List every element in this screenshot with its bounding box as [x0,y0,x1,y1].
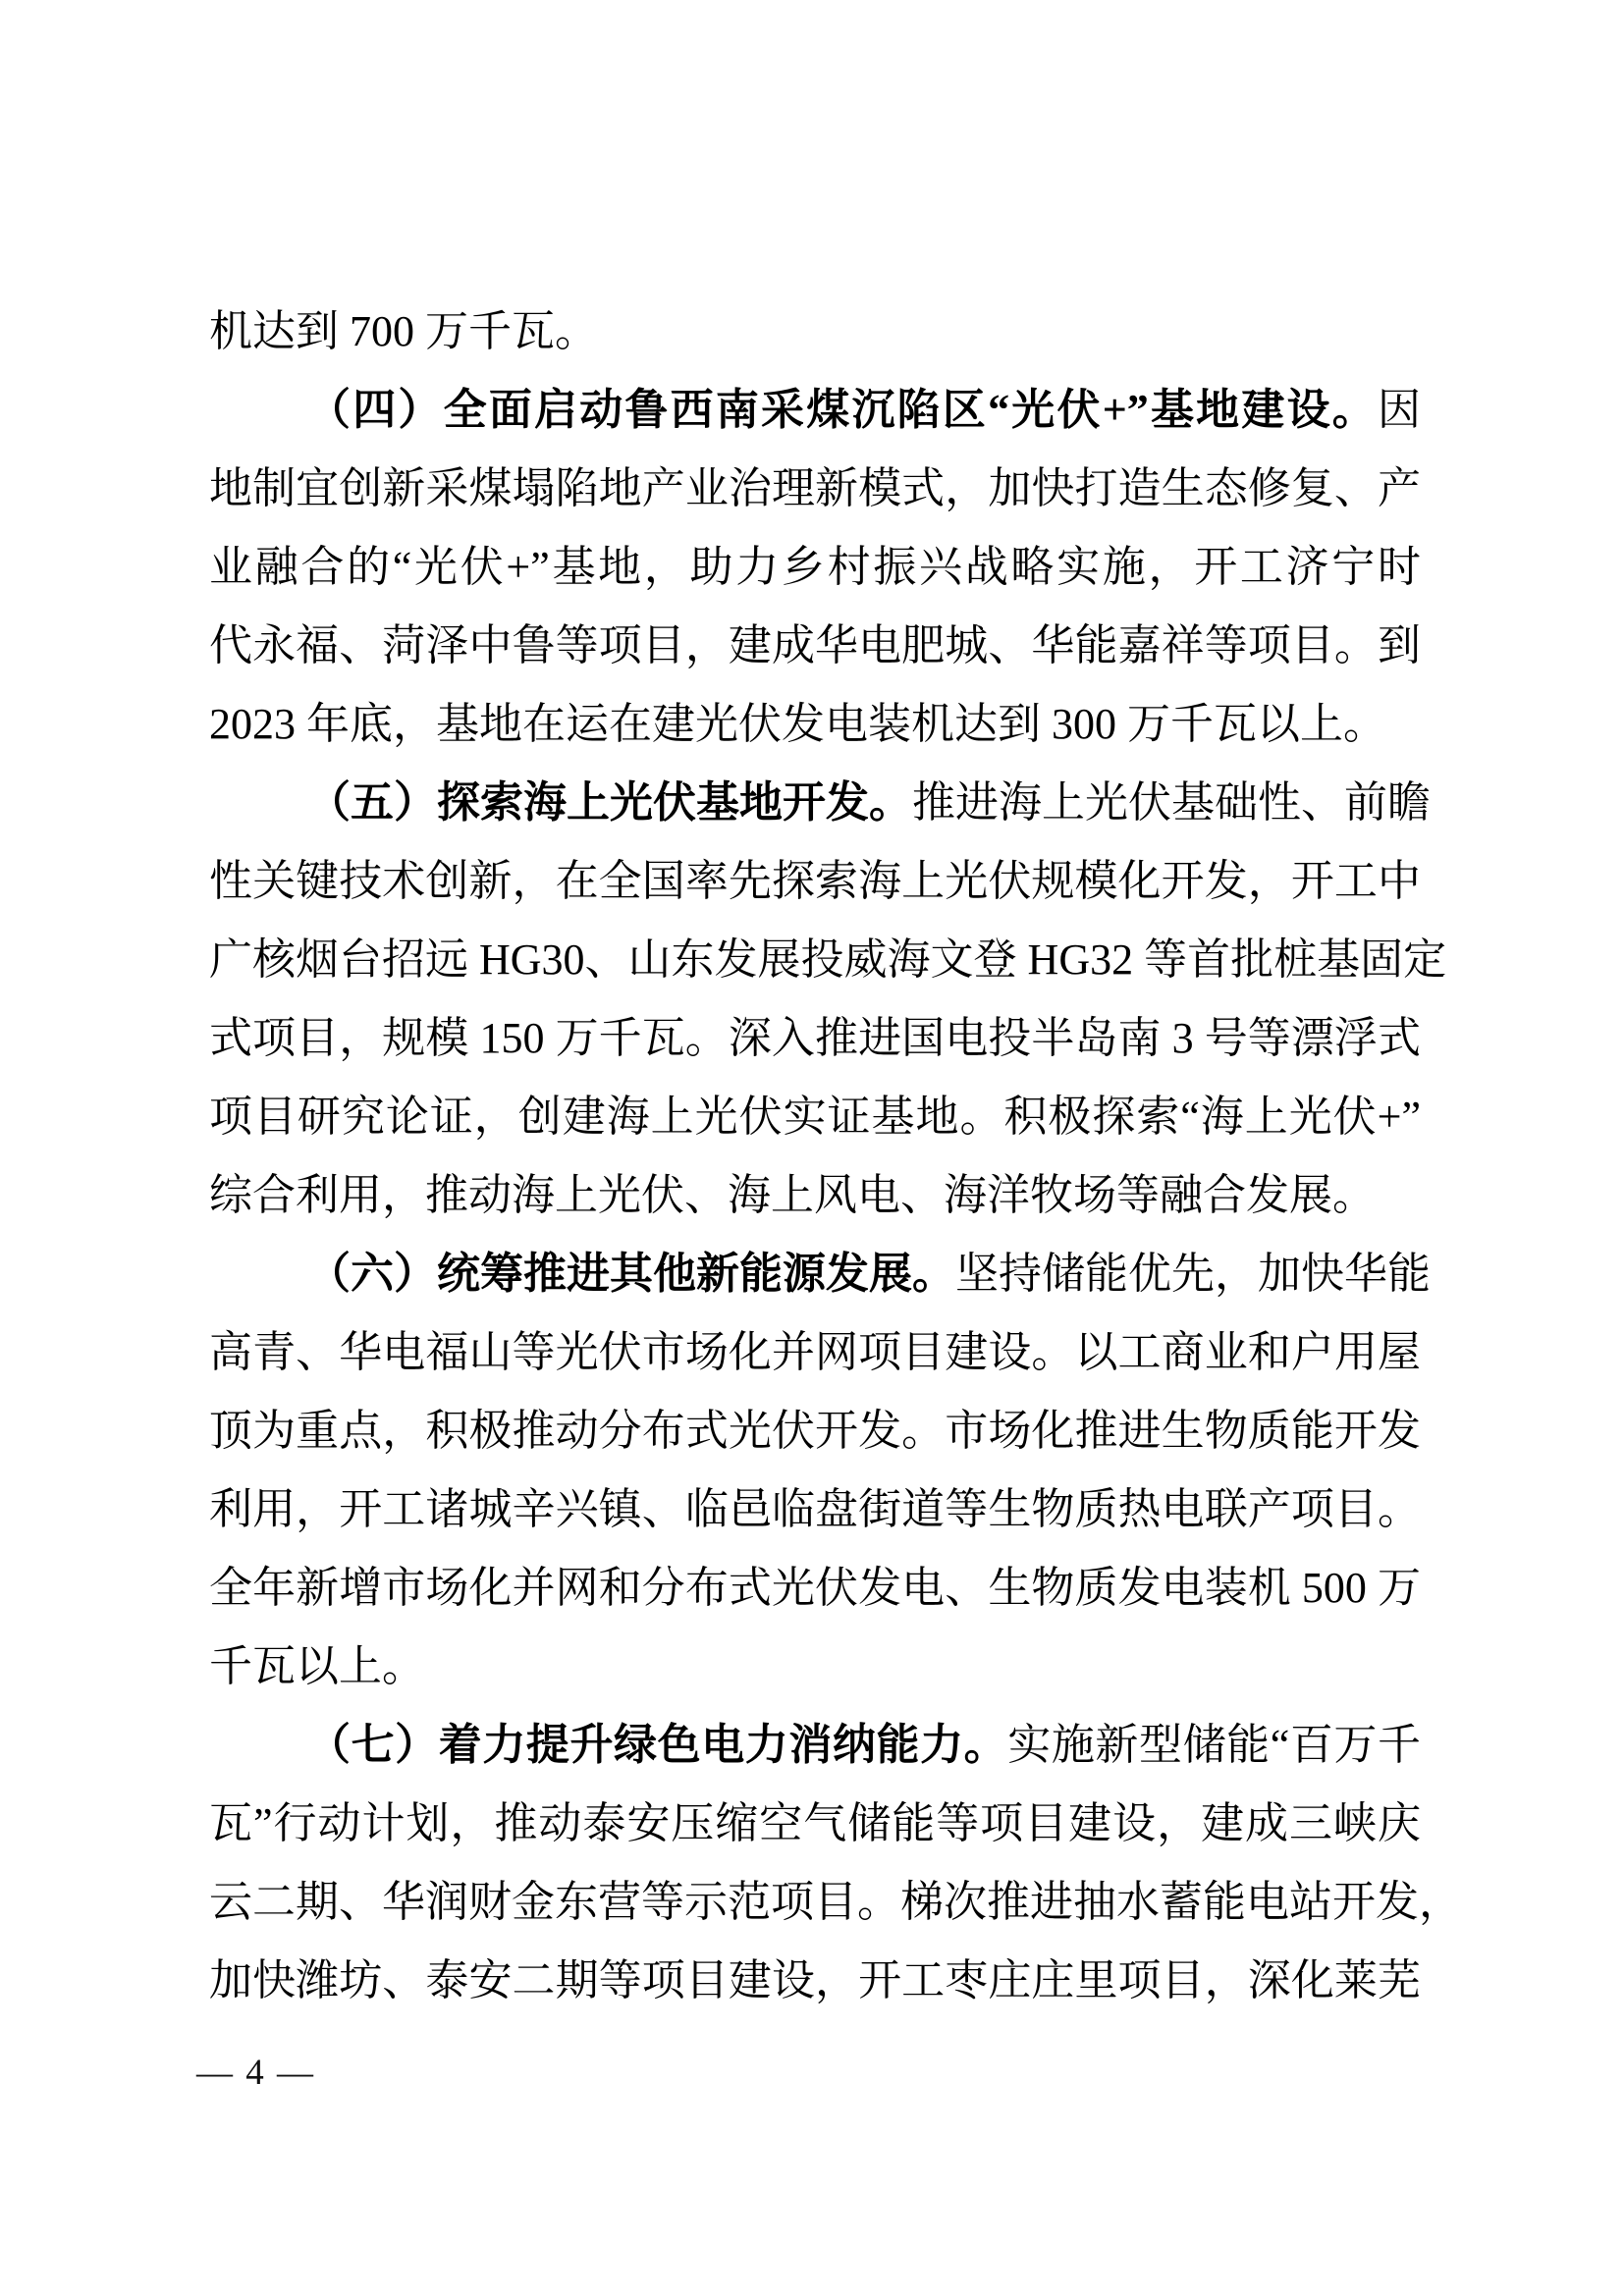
text-line: 加快潍坊、泰安二期等项目建设，开工枣庄庄里项目，深化莱芜 [209,1956,1421,2004]
text-line [209,764,1431,842]
text-line [209,1235,1431,1313]
text-line: 项目研究论证，创建海上光伏实证基地。积极探索“海上光伏+” [209,1093,1421,1141]
text-line: 地制宜创新采煤塌陷地产业治理新模式，加快打造生态修复、产 [209,464,1421,512]
heading-rest-text: 推进海上光伏基础性、前瞻 [912,778,1431,827]
paragraph-continuation [209,293,1421,371]
text-line [209,1706,1421,1785]
heading-rest-text: 坚持储能优先，加快华能 [955,1250,1431,1298]
text-line: 瓦”行动计划，推动泰安压缩空气储能等项目建设，建成三峡庆 [209,1799,1421,1847]
text-line: 性关键技术创新，在全国率先探索海上光伏规模化开发，开工中 [209,857,1421,905]
text-line: 广核烟台招远 HG30、山东发展投威海文登 HG32 等首批桩基固定 [209,935,1447,984]
text-line: 云二期、华润财金东营等示范项目。梯次推进抽水蓄能电站开发， [209,1878,1462,1926]
body-text [209,293,1462,2020]
text-line: 千瓦以上。 [209,1642,425,1690]
paragraph-section-4 [209,371,1421,764]
heading-rest-text: 因 [1378,386,1421,434]
paragraph-section-7 [209,1706,1462,2020]
paragraph-section-6 [209,1235,1431,1706]
text-line: 利用，开工诸城辛兴镇、临邑临盘街道等生物质热电联产项目。 [209,1485,1421,1533]
text-line [209,371,1421,450]
text-line: 顶为重点，积极推动分布式光伏开发。市场化推进生物质能开发 [209,1407,1421,1455]
section-heading: （七）着力提升绿色电力消纳能力。 [307,1721,1008,1769]
text-line: 综合利用，推动海上光伏、海上风电、海洋牧场等融合发展。 [209,1171,1376,1219]
text-line: 全年新增市场化并网和分布式光伏发电、生物质发电装机 500 万 [209,1564,1421,1612]
page-number: — 4 — [196,2053,315,2093]
text-line: 业融合的“光伏+”基地，助力乡村振兴战略实施，开工济宁时 [209,543,1421,591]
text-line: 式项目，规模 150 万千瓦。深入推进国电投半岛南 3 号等漂浮式 [209,1014,1421,1062]
paragraph-section-5 [209,764,1447,1235]
section-heading: （六）统筹推进其他新能源发展。 [307,1250,955,1298]
heading-rest-text: 实施新型储能“百万千 [1007,1721,1422,1769]
text-line: 代永福、菏泽中鲁等项目，建成华电肥城、华能嘉祥等项目。到 [209,621,1421,669]
text-line: 高青、华电福山等光伏市场化并网项目建设。以工商业和户用屋 [209,1328,1421,1376]
text-line: 2023 年底，基地在运在建光伏发电装机达到 300 万千瓦以上。 [209,700,1386,748]
section-heading: （四）全面启动鲁西南采煤沉陷区“光伏+”基地建设。 [307,386,1378,434]
section-heading: （五）探索海上光伏基地开发。 [307,778,912,827]
text-line: 机达到 700 万千瓦。 [209,307,598,355]
